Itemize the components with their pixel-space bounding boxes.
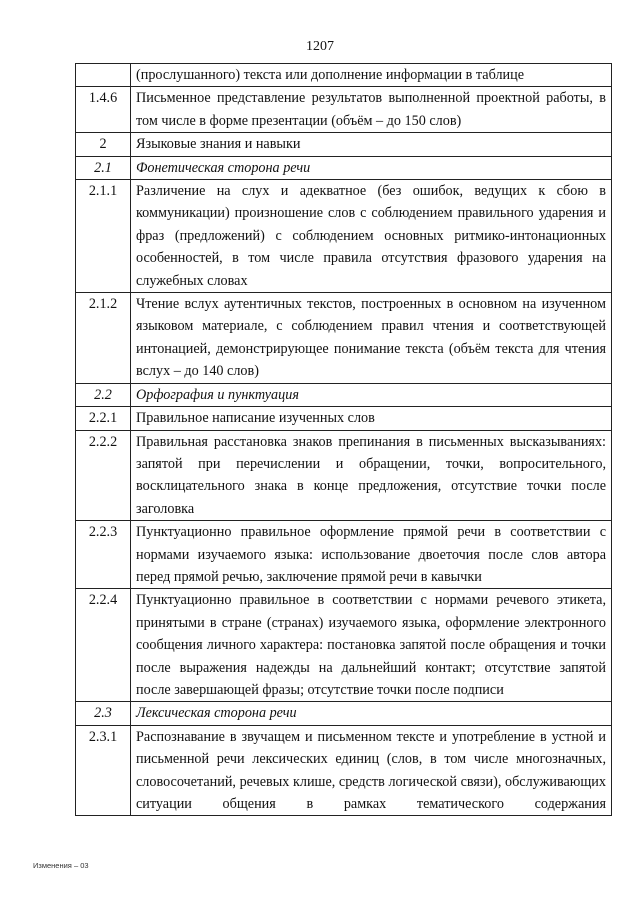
row-text: Правильное написание изученных слов [131,407,612,430]
table-row [76,180,612,293]
requirements-table [75,63,612,816]
row-text: Распознавание в звучащем и письменном тексте и употребление в устной и письменной речи лексических единиц (слов, в том числе многозначных, словосочетаний, речевых клише, средств логической связи), обслуживающих ситуации общения в рамках тематического содержания [131,725,612,816]
table-row [76,293,612,384]
section-title: Фонетическая сторона речи [131,156,612,179]
section-number: 2.1 [76,156,131,179]
section-number: 2.2 [76,383,131,406]
row-number: 2.3.1 [76,725,131,816]
table-row [76,87,612,133]
row-number: 2.2.3 [76,521,131,589]
row-number: 2.2.4 [76,589,131,702]
row-text: Различение на слух и адекватное (без ошибок, ведущих к сбою в коммуникации) произношение слов с соблюдением правильного ударения и фраз (предложений) с соблюдением основных ритмико-интонационных особенностей, в том числе правила отсутствия фразового ударения на служебных словах [131,180,612,293]
table-row [76,407,612,430]
table-row [76,725,612,816]
table-row [76,430,612,521]
row-number: 2.1.1 [76,180,131,293]
footer-revision-note: Изменения – 03 [33,861,89,870]
row-text: (прослушанного) текста или дополнение информации в таблице [131,64,612,87]
row-number: 2.1.2 [76,293,131,384]
row-number: 2 [76,133,131,156]
row-number: 1.4.6 [76,87,131,133]
section-number: 2.3 [76,702,131,725]
row-text: Языковые знания и навыки [131,133,612,156]
row-text: Пунктуационно правильное в соответствии с нормами речевого этикета, принятыми в стране (странах) изучаемого языка, оформление электронного сообщения личного характера: постановка запятой после обращения и точки после выражения надежды на дальнейший контакт; отсутствие запятой после завершающей фразы; отсутствие точки после подписи [131,589,612,702]
table-row [76,589,612,702]
page-number: 1207 [306,39,334,54]
section-title: Орфография и пунктуация [131,383,612,406]
row-number [76,64,131,87]
table-row [76,133,612,156]
row-text: Письменное представление результатов выполненной проектной работы, в том числе в форме презентации (объём – до 150 слов) [131,87,612,133]
section-heading-row [76,702,612,725]
section-heading-row [76,156,612,179]
table-row [76,64,612,87]
row-number: 2.2.2 [76,430,131,521]
section-heading-row [76,383,612,406]
table-row [76,521,612,589]
row-text: Пунктуационно правильное оформление прямой речи в соответствии с нормами изучаемого языка: использование двоеточия после слов автора перед прямой речью, заключение прямой речи в кавычки [131,521,612,589]
section-title: Лексическая сторона речи [131,702,612,725]
row-text: Чтение вслух аутентичных текстов, построенных в основном на изученном языковом материале, с соблюдением правил чтения и соответствующей интонацией, демонстрирующее понимание текста (объём текста для чтения вслух – до 140 слов) [131,293,612,384]
row-text: Правильная расстановка знаков препинания в письменных высказываниях: запятой при перечислении и обращении, точки, вопросительного, восклицательного знака в конце предложения, отсутствие точки после заголовка [131,430,612,521]
row-number: 2.2.1 [76,407,131,430]
